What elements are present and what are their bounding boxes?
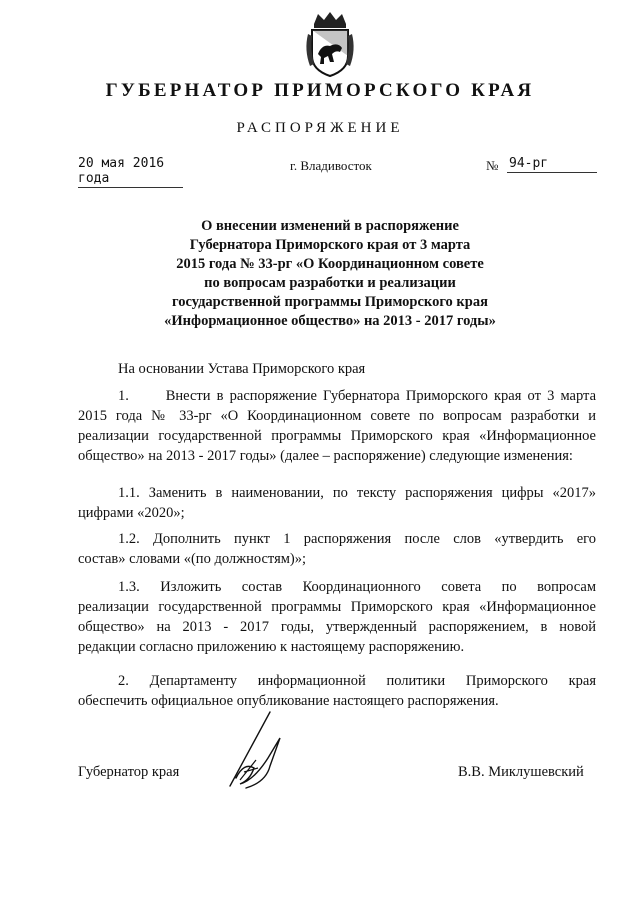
body-line: обеспечить официальное опубликование настоящего распоряжения. xyxy=(78,693,499,709)
body-line: цифрами «2020»; xyxy=(78,505,185,521)
signatory-position: Губернатор края xyxy=(78,764,180,780)
body-intro xyxy=(78,359,596,379)
governor-title: ГУБЕРНАТОР ПРИМОРСКОГО КРАЯ xyxy=(105,80,535,101)
body-line: общество» на 2013 - 2017 годы» (далее – распоряжение) следующие изменения: xyxy=(78,448,573,464)
document-city: г. Владивосток xyxy=(290,158,372,173)
subject-line: государственной программы Приморского края xyxy=(172,294,488,310)
document-number: 94-рг xyxy=(507,156,597,173)
body-line: 1. Внести в распоряжение Губернатора Приморского края от 3 марта xyxy=(118,388,596,404)
body-line: редакции согласно приложению к настоящему распоряжению. xyxy=(78,639,465,655)
paragraph-2 xyxy=(78,671,596,711)
body-line: состав» словами «(по должностям)»; xyxy=(78,551,307,567)
body-line: 2015 года № 33-рг «О Координационном совете по вопросам разработки и xyxy=(78,408,596,424)
body-line: На основании Устава Приморского края xyxy=(118,361,366,377)
body-line: 2. Департаменту информационной политики Приморского края xyxy=(118,673,596,689)
body-line: реализации государственной программы Приморского края «Информационное xyxy=(78,599,596,615)
paragraph-1 xyxy=(78,386,596,466)
number-label: № xyxy=(486,158,499,173)
body-line: общество» на 2013 - 2017 годы, утвержденный распоряжением, в новой xyxy=(78,619,596,635)
document-type: РАСПОРЯЖЕНИЕ xyxy=(236,120,404,136)
subject-line: по вопросам разработки и реализации xyxy=(204,275,456,291)
subject-line: Губернатора Приморского края от 3 марта xyxy=(189,237,471,253)
document-date: 20 мая 2016 года xyxy=(78,156,183,188)
paragraph-1-3 xyxy=(78,577,596,657)
coat-of-arms-icon xyxy=(300,10,360,80)
body-line: 1.3. Изложить состав Координационного совета по вопросам xyxy=(118,579,596,595)
subject-line: «Информационное общество» на 2013 - 2017 годы» xyxy=(164,313,496,329)
document-subject xyxy=(100,217,560,331)
body-line: 1.1. Заменить в наименовании, по тексту распоряжения цифры «2017» xyxy=(118,485,596,501)
paragraph-1-1 xyxy=(78,483,596,523)
paragraph-1-2 xyxy=(78,529,596,569)
body-line: реализации государственной программы Приморского края «Информационное xyxy=(78,428,596,444)
body-line: 1.2. Дополнить пункт 1 распоряжения после слов «утвердить его xyxy=(118,531,596,547)
signatory-name: В.В. Миклушевский xyxy=(458,764,584,780)
subject-line: 2015 года № 33-рг «О Координационном совете xyxy=(176,256,484,272)
subject-line: О внесении изменений в распоряжение xyxy=(201,218,459,234)
handwritten-signature-icon xyxy=(210,708,320,798)
